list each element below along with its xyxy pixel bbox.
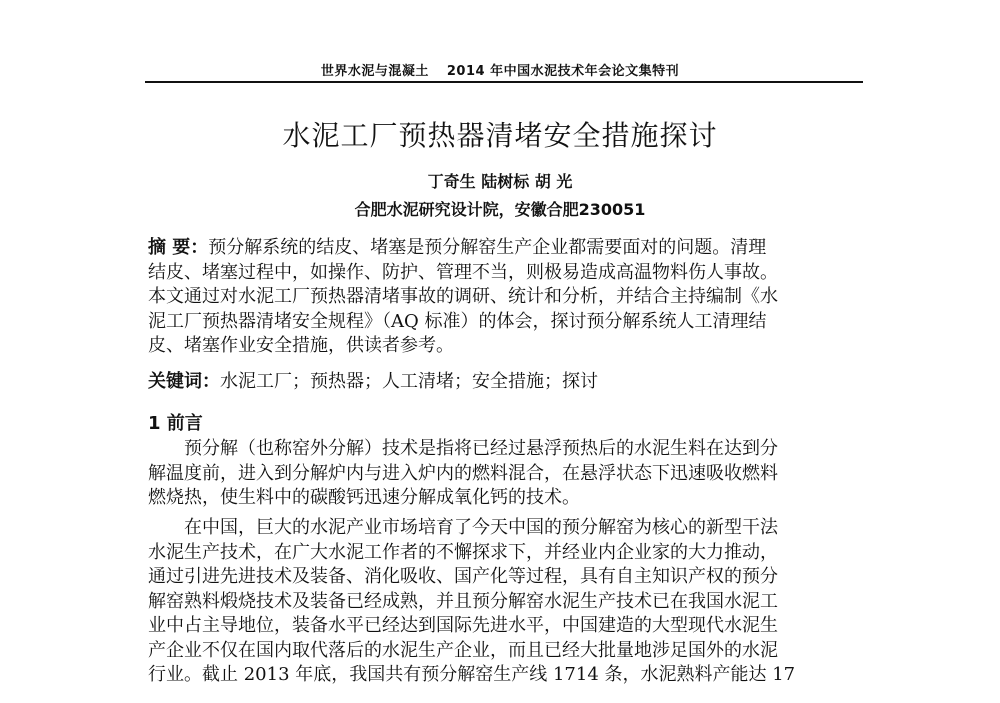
paragraph <box>148 437 858 511</box>
paragraph-line: 燃烧热，使生料中的碳酸钙迅速分解成氧化钙的技术。 <box>148 487 580 508</box>
paragraph-line: 解温度前，进入到分解炉内与进入炉内的燃料混合，在悬浮状态下迅速吸收燃料 <box>148 462 778 484</box>
running-header <box>0 60 1000 79</box>
paragraph-line: 预分解（也称窑外分解）技术是指将已经过悬浮预热后的水泥生料在达到分 <box>184 438 778 459</box>
issue-name: 2014 年中国水泥技术年会论文集特刊 <box>446 64 680 79</box>
paragraph-line: 在中国，巨大的水泥产业市场培育了今天中国的预分解窑为核心的新型干法 <box>184 517 778 538</box>
abstract-line: 泥工厂预热器清堵安全规程》（AQ 标准）的体会，探讨预分解系统人工清理结 <box>148 310 767 332</box>
abstract-line: 皮、堵塞作业安全措施，供读者参考。 <box>148 335 454 356</box>
abstract-line: 预分解系统的结皮、堵塞是预分解窑生产企业都需要面对的问题。清理 <box>208 237 767 258</box>
abstract-line: 结皮、堵塞过程中，如操作、防护、管理不当，则极易造成高温物料伤人事故。 <box>148 261 778 283</box>
section-heading: 1 前言 <box>148 413 203 434</box>
paragraph-line: 通过引进先进技术及装备、消化吸收、国产化等过程，具有自主知识产权的预分 <box>148 566 778 587</box>
header-rule <box>145 81 863 83</box>
paragraph-line: 解窑熟料煅烧技术及装备已经成熟，并且预分解窑水泥生产技术已在我国水泥工 <box>148 590 778 612</box>
abstract-label: 摘 要： <box>148 237 209 258</box>
abstract <box>148 236 858 359</box>
paragraph-line: 水泥生产技术，在广大水泥工作者的不懈探求下，并经业内企业家的大力推动， <box>148 541 778 563</box>
authors: 丁奇生 陆树标 胡 光 <box>427 172 573 191</box>
keywords-text: 水泥工厂；预热器；人工清堵；安全措施；探讨 <box>220 371 598 392</box>
paragraph-line: 业中占主导地位，装备水平已经达到国际先进水平，中国建造的大型现代水泥生 <box>148 615 778 636</box>
journal-name: 世界水泥与混凝土 <box>320 64 429 79</box>
paragraph-line: 行业。截止 2013 年底，我国共有预分解窑生产线 1714 条，水泥熟料产能达 17 <box>148 664 796 685</box>
keywords-label: 关键词： <box>148 371 220 392</box>
paper-title: 水泥工厂预热器清堵安全措施探讨 <box>282 119 718 152</box>
paragraph <box>148 516 858 688</box>
paragraph-line: 产企业不仅在国内取代落后的水泥生产企业，而且已经大批量地涉足国外的水泥 <box>148 639 778 661</box>
affiliation: 合肥水泥研究设计院，安徽合肥230051 <box>354 200 646 219</box>
abstract-line: 本文通过对水泥工厂预热器清堵事故的调研、统计和分析，并结合主持编制《水 <box>148 286 778 307</box>
keywords <box>148 370 858 395</box>
